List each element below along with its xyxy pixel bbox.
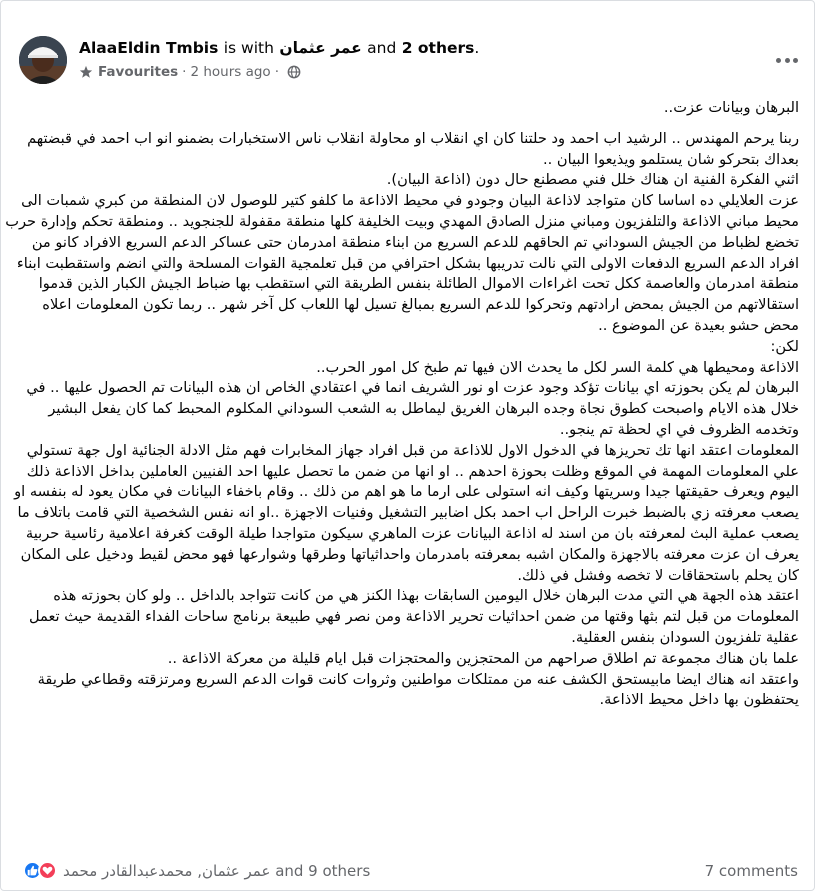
audience-label[interactable]: Favourites bbox=[98, 64, 179, 80]
period: . bbox=[474, 39, 480, 57]
reaction-others: and 9 others bbox=[275, 861, 371, 880]
post-body bbox=[4, 98, 799, 711]
post-author-line bbox=[79, 39, 479, 57]
meta-separator-2: · bbox=[274, 64, 279, 80]
post-meta bbox=[79, 64, 301, 80]
more-dot bbox=[776, 58, 781, 63]
post-time[interactable]: 2 hours ago bbox=[190, 64, 271, 80]
author-name[interactable]: AlaaEldin Tmbis bbox=[79, 39, 219, 57]
post-footer bbox=[23, 861, 803, 885]
more-dot bbox=[793, 58, 798, 63]
star-icon bbox=[79, 65, 93, 79]
love-icon bbox=[38, 861, 57, 880]
with-text: is with bbox=[223, 39, 274, 57]
more-dot bbox=[785, 58, 790, 63]
reaction-people: عمر عثمان, محمدعبدالقادر محمد bbox=[63, 861, 271, 880]
and-text: and bbox=[367, 39, 397, 57]
meta-separator: · bbox=[182, 64, 187, 80]
reactions-summary[interactable] bbox=[23, 861, 370, 880]
tagged-others[interactable]: 2 others bbox=[401, 39, 475, 57]
avatar-image bbox=[19, 36, 67, 84]
post-text: ربنا يرحم المهندس .. الرشيد اب احمد ود حلتنا كان اي انقلاب او محاولة انقلاب ناس الاستخبارات بضمنو انو اب احمد في قبضتهم بعداك بتحركو شان يستلمو ويذيعوا البيان .. اثني الفكرة الفنية ان هناك خلل فني مصطنع حال دون (اذاعة البيان). عزت العلايلي ده اساسا كان متواجد لاذاعة البيان وجودو في محيط الاذاعة ما كلفو كتير للوصول لان المنطقة من كبري شمبات الى محيط مباني الاذاعة والتلفزيون ومباني منزل الصادق المهدي وبيت الخليفة كلها منطقة مقفولة للجنجويد .. ومنطقة تحكم وإدارة حرب تخضع لظباط من الجيش السوداني تم الحاقهم للدعم السريع من ابناء منطقة امدرمان حتى عساكر الدعم السريع الافراد كانو من افراد الدعم السريع الدفعات الاولى التي نالت تدريبها بشكل احترافي من قبل تعلمجية القوات المسلحة والتي انضم واستقطبت ابناء منطقة امدرمان والعاصمة ككل تحت اغراءات الاموال الطائلة بنفس الطريقة التي استقطب بها ضباط الجيش الكبار الذين قدموا استقالاتهم من الجيش بمحض ارادتهم وتحركوا للدعم السريع بمبالغ تسيل لها اللعاب كل آخر شهر .. ربما تكون المعلومات اعلاه محض حشو بعيدة عن الموضوع .. لكن: الاذاعة ومحيطها هي كلمة السر لكل ما يحدث الان فيها تم طبخ كل امور الحرب.. البرهان لم يكن بحوزته اي بيانات تؤكد وجود عزت او نور الشريف انما في اعتقادي الخاص ان هذه البيانات تم الحصول عليها .. في خلال هذه الايام واصبحت كطوق نجاة وجده البرهان الغريق ليماطل به الشعب السوداني المكلوم المحبط كما كان يفعل البشير وتخدمه الظروف في اي لحظة تم ينجو.. المعلومات اعتقد انها تك تحريزها في الدخول الاول للاذاعة من قبل افراد جهاز المخابرات فهم مثل الادلة الجنائية اول جهة تستولي علي المعلومات المهمة في الموقع وظلت بحوزة احدهم .. او انها من ضمن ما تحصل عليها احد الفنيين العاملين بداخل الاذاعة ذلك اليوم ويعرف حقيقتها جيدا وسريتها وكيف انه استولى على ارما ما هو اهم من ذلك .. وقام باخفاء البيانات في مكان يعود له بنفسه او يصعب معرفته زي بالضبط خبرت الراحل اب احمد بكل اضابير التشغيل وفنيات الاجهزة ..او انه نفس الشخصية التي قامت باتلاف ما يصعب عملية البث لمعرفته بان من اسند له اذاعة البيانات عزت الماهري سيكون متواجدا طيلة الوقت كغرفة اعلامية رئاسية حربية يعرف ان عزت معرفته بالاجهزة والمكان اشبه بمعرفته بامدرمان واحداثياتها وطرقها وشوارعها فهو محض لقيط ودخيل على المكان كان يحلم باستحقاقات لا تخصه وفشل في ذلك. اعتقد هذه الجهة هي التي مدت البرهان خلال اليومين السابقات بهذا الكنز هي من كانت تتواجد بالداخل .. ولو كان بحوزته هذه المعلومات من قبل لتم بثها وقتها من ضمن احداثيات تحرير الاذاعة ومن نصر فهي طبيعة برنامج ساحات الفداء القديمة حيث تعمل عقلية تلفزيون السودان بنفس العقلية. علما بان هناك مجموعة تم اطلاق صراحهم من المحتجزين والمحتجزات قبل ايام قليلة من معركة الاذاعة .. واعتقد انه هناك ايضا مابيستحق الكشف عنه من ممتلكات مواطنين وثروات كانت قوات الدعم السريع ومرتزقته وقطاعي طريقة يحتفظون بها داخل محيط الاذاعة. bbox=[5, 129, 799, 709]
reaction-names[interactable] bbox=[63, 862, 370, 880]
globe-icon[interactable] bbox=[287, 65, 301, 79]
author-avatar[interactable] bbox=[19, 36, 67, 84]
more-options-button[interactable] bbox=[776, 49, 798, 71]
comments-count[interactable]: 7 comments bbox=[704, 862, 798, 880]
post-header bbox=[19, 36, 799, 90]
post-title: البرهان وبيانات عزت.. bbox=[663, 99, 799, 116]
tagged-name[interactable]: عمر عثمان bbox=[279, 39, 362, 57]
